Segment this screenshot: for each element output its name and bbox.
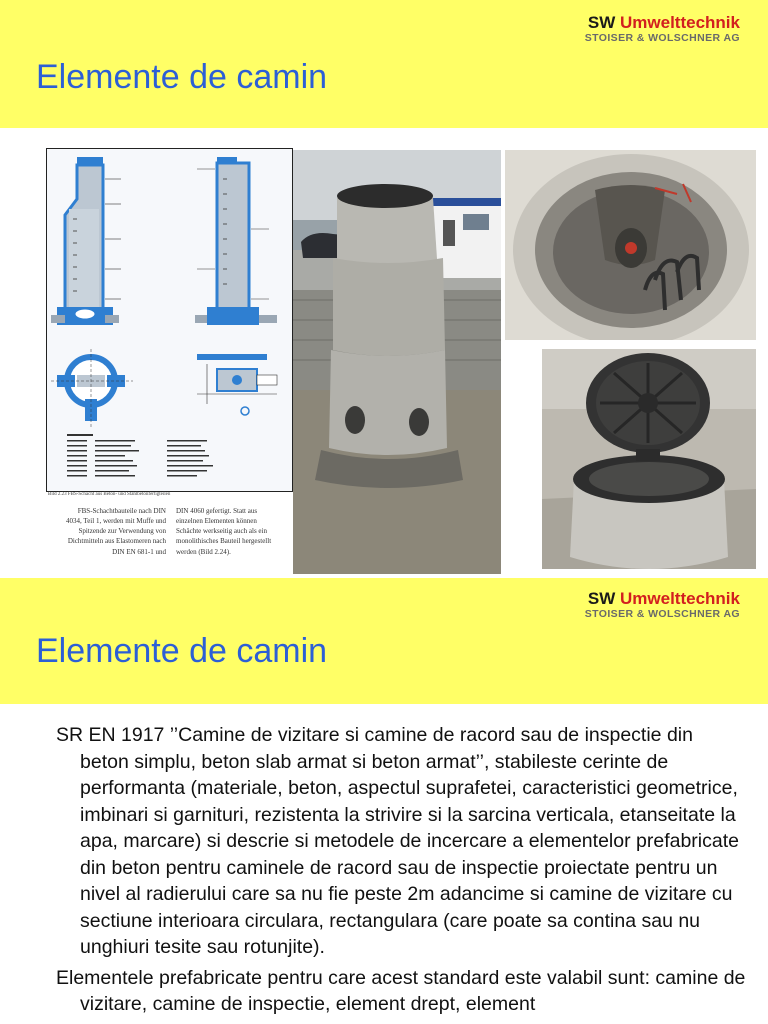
slide-2 — [0, 574, 768, 1024]
book-column-1: FBS-Schachtbauteile nach DIN 4034, Teil 1, werden mit Muffe und Spitzende zur Verwendung von Dichtmitteln aus Elastomeren nach DIN EN 681-1 und — [66, 507, 166, 556]
logo-sw: SW — [587, 13, 616, 32]
logo-brand: Umwelttechnik — [620, 589, 740, 608]
paragraph-elements: Elementele prefabricate pentru care acest standard este valabil sunt: camine de vizitare, camine de inspectie, element drept, element — [56, 966, 746, 1015]
logo-sw: SW — [587, 589, 616, 608]
manhole-photo — [293, 150, 501, 574]
technical-drawing — [46, 148, 293, 492]
company-logo — [585, 14, 740, 44]
manhole-section-drawing — [47, 149, 292, 491]
manhole-cover-photo — [542, 349, 756, 569]
logo-subtitle: STOISER & WOLSCHNER AG — [584, 608, 740, 620]
slide-title: Elemente de camin — [36, 58, 328, 96]
logo-subtitle: STOISER & WOLSCHNER AG — [584, 32, 740, 44]
book-column-2: DIN 4060 gefertigt. Statt aus einzelnen Elementen können Schächte werkseitig auch als ein monolithisches Bauteil hergestellt werden (Bild 2.24). — [176, 507, 272, 556]
slide-body — [56, 722, 746, 1018]
paragraph-standard: SR EN 1917 ’’Camine de vizitare si camine de racord sau de inspectie din beton simplu, beton slab armat si beton armat’’, stabileste cerinte de performanta (materiale, beton, aspectul suprafetei, caracteristici geometrice, imbinari si garnituri, rezistenta la strivire si la sarcina verticala, etanseitate la apa, marcare) si descrie si metodele de incercare a elementelor prefabricate din beton pentru caminele de racord sau de inspectie proiectate pentru un nivel al radierului care sa nu fie peste 2m adancime si camine de vizitare cu sectiune interioara circulara, rectangulara (care poate sa contina sau nu unghiuri tesite sau rotunjite). — [56, 724, 739, 958]
slide-title: Elemente de camin — [36, 632, 328, 670]
drawing-caption: Bild 2.23 FBS-Schacht aus Beton- und Stahlbetonfertigteilen — [48, 492, 171, 497]
company-logo — [585, 590, 740, 620]
manhole-interior-photo — [505, 150, 756, 340]
logo-brand: Umwelttechnik — [620, 13, 740, 32]
